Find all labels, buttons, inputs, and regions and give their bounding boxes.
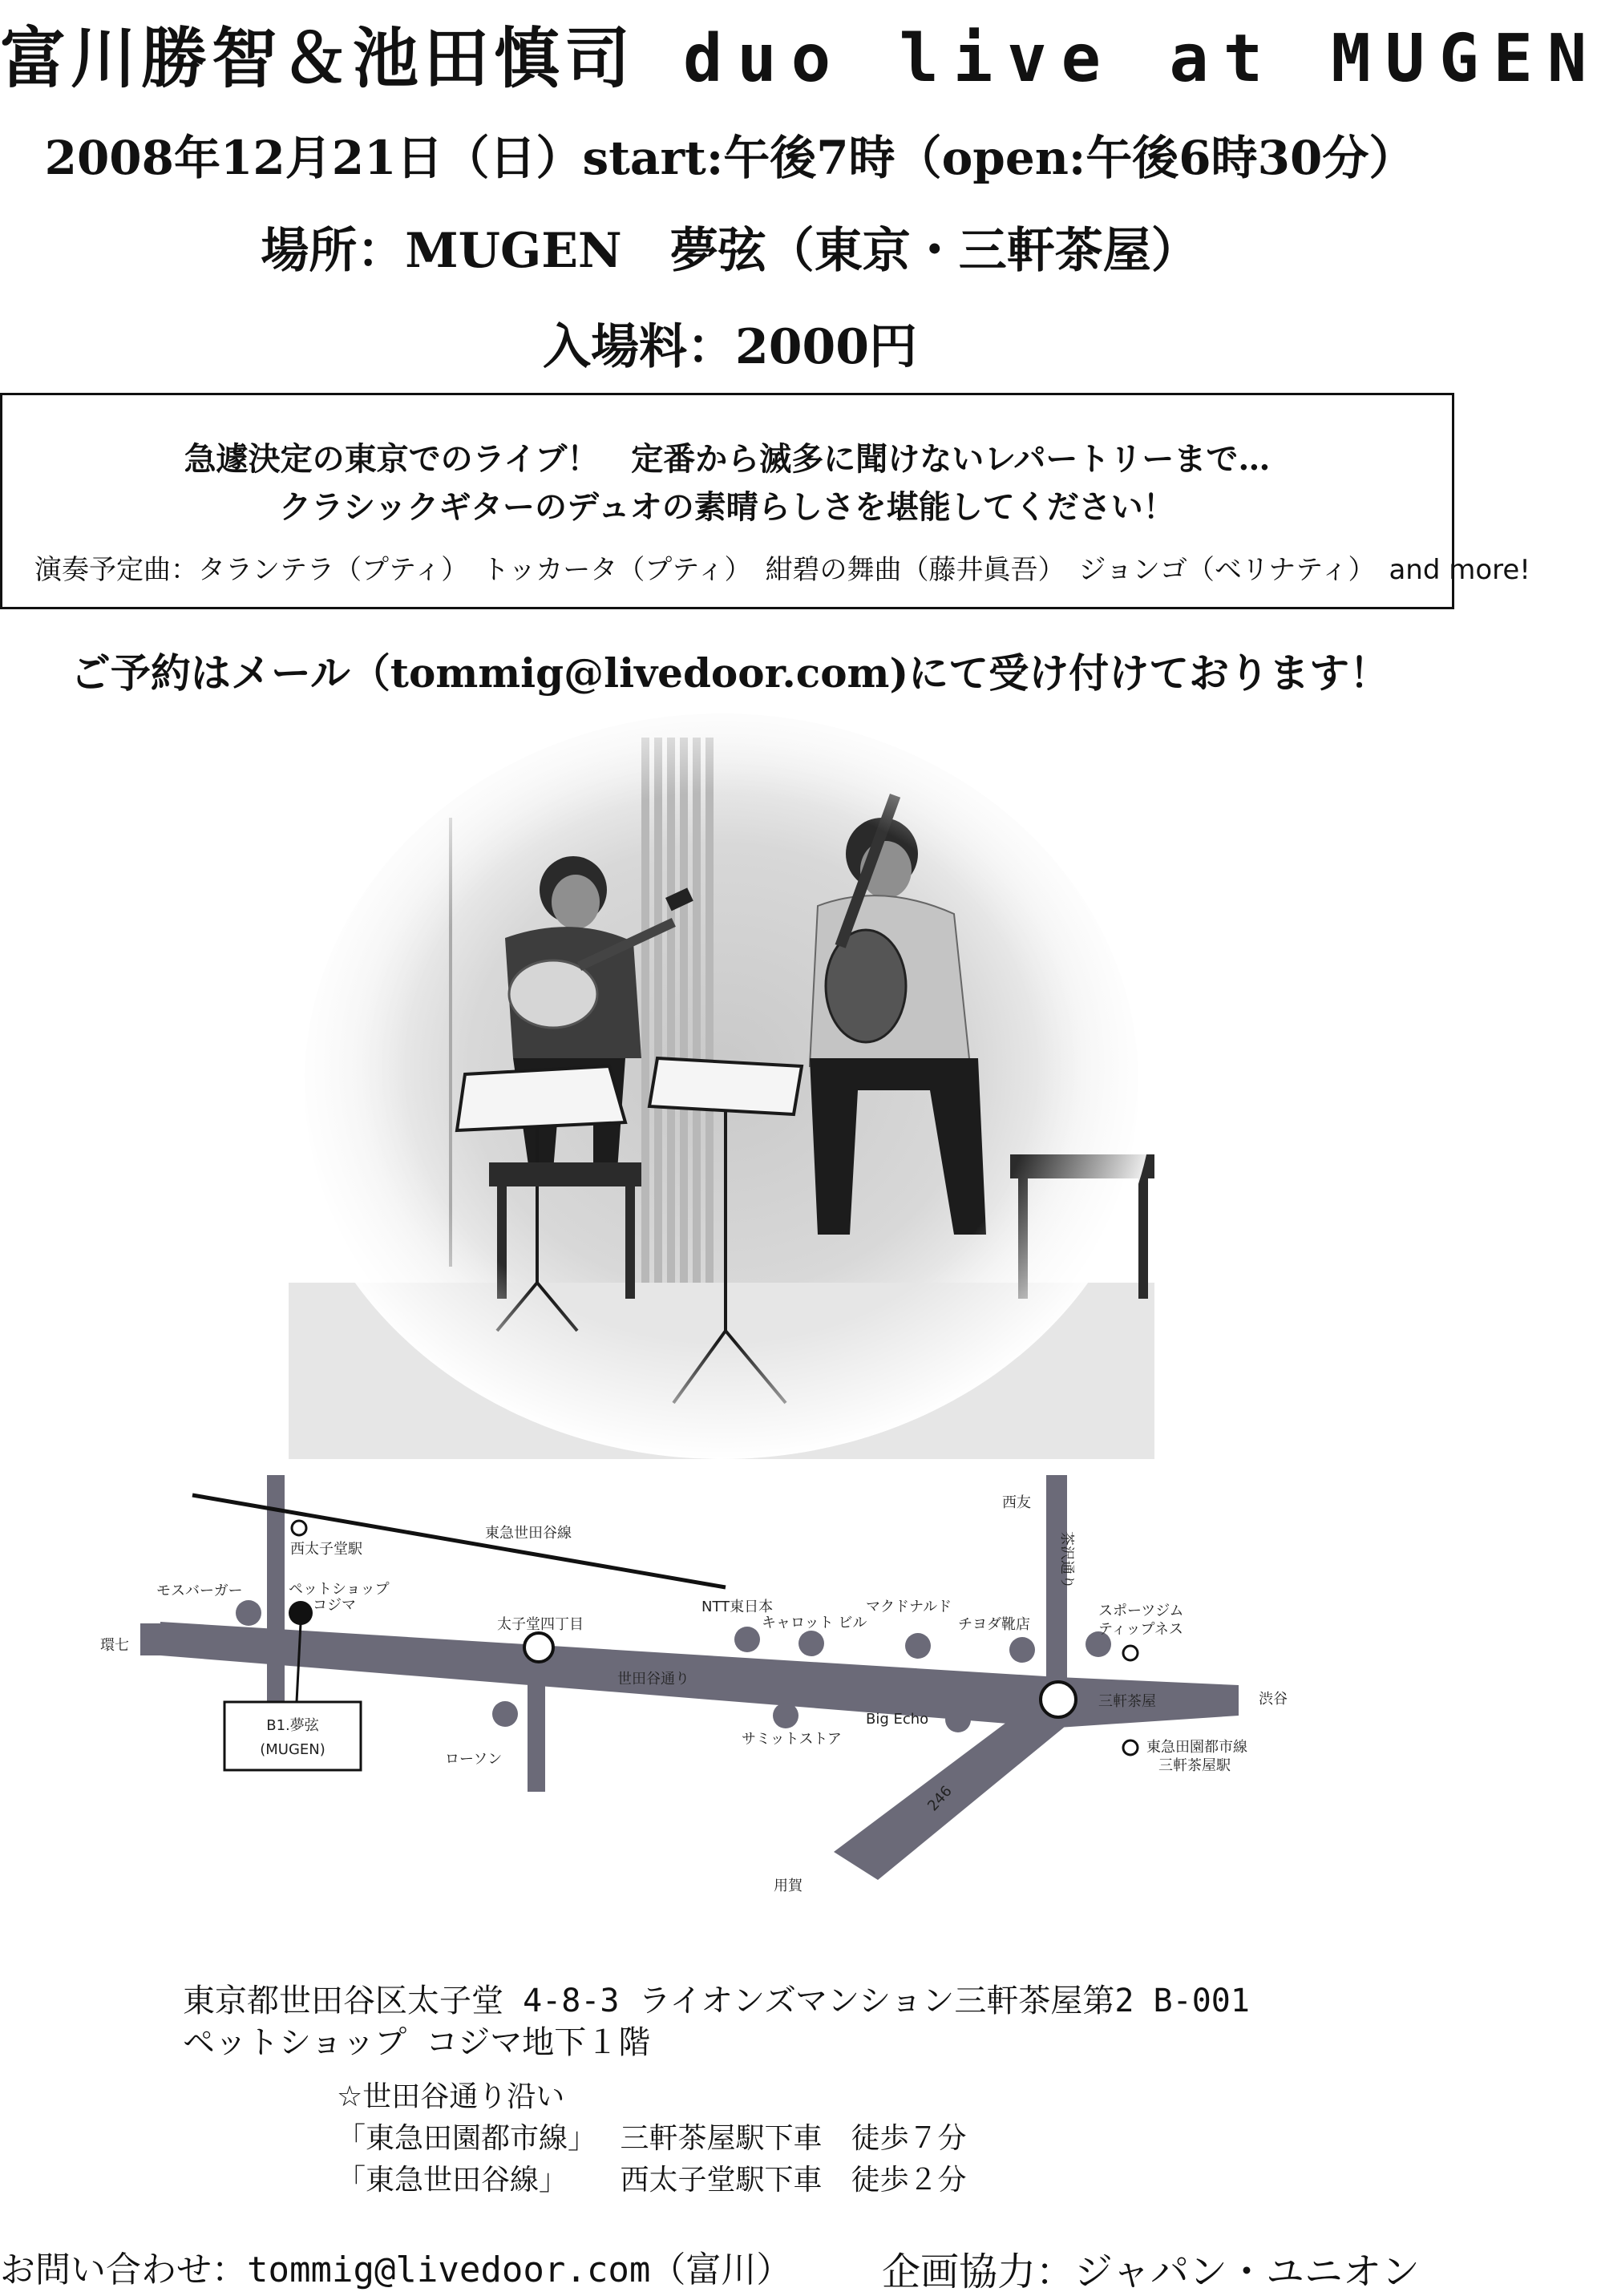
label-chiyoda: チヨダ靴店 (958, 1616, 1030, 1633)
access-map (0, 1475, 1460, 1924)
label-nishitaishido: 西太子堂駅 (290, 1541, 362, 1558)
label-sports2: ティップネス (1098, 1621, 1183, 1638)
label-summit: サミットストア (742, 1731, 842, 1748)
label-sports1: スポーツジム (1098, 1603, 1184, 1619)
label-sangenjaya: 三軒茶屋 (1098, 1693, 1156, 1710)
taishido-intersection (524, 1633, 553, 1662)
label-carrot: キャロット ビル (762, 1615, 867, 1631)
venue-callout (224, 1702, 361, 1770)
flyer-title (0, 6, 1601, 100)
label-petshop: ペットショップ (289, 1581, 390, 1598)
fee-line: 入場料：2000円 (543, 319, 917, 375)
label-shibuya: 渋谷 (1259, 1691, 1288, 1708)
info-line-1: 急遽決定の東京でのライブ！ 定番から滅多に聞けないレパートリーまで… (184, 440, 1271, 478)
label-mos: モスバーガー (156, 1583, 243, 1599)
label-246: 246 (924, 1782, 956, 1815)
label-bigecho: Big Echo (866, 1711, 929, 1728)
label-chazawa: 茶沢通り (1058, 1531, 1075, 1589)
label-denentoshi1: 東急田園都市線 (1146, 1739, 1247, 1756)
label-ntt: NTT東日本 (701, 1599, 774, 1615)
label-taishido4: 太子堂四丁目 (497, 1616, 584, 1633)
label-mcdonalds: マクドナルド (866, 1599, 952, 1615)
sangenjaya-intersection (1041, 1682, 1076, 1717)
label-denentoshi2: 三軒茶屋駅 (1158, 1757, 1231, 1774)
title-event: duo live at MUGEN (683, 21, 1601, 97)
reservation-notice: ご予約はメール（tommig@livedoor.com)にて受け付けております！ (70, 649, 1390, 697)
venue-line: 場所：MUGEN 夢弦（東京・三軒茶屋） (261, 223, 1199, 279)
address-line-2: ペットショップ コジマ地下１階 (183, 2024, 651, 2061)
info-box (0, 393, 1530, 609)
venue-label-1: B1.夢弦 (266, 1717, 319, 1734)
title-performers: 富川勝智＆池田慎司 (0, 20, 636, 97)
label-nishitomo: 西友 (1002, 1494, 1031, 1511)
info-line-2: クラシックギターのデュオの素晴らしさを堪能してください！ (279, 488, 1175, 526)
access-block (337, 2076, 966, 2201)
address-line-1: 東京都世田谷区太子堂 4-8-3 ライオンズマンション三軒茶屋第2 B-001 (183, 1983, 1250, 2019)
cooperation-credit: 企画協力：ジャパン・ユニオン (882, 2250, 1421, 2294)
petshop-marker (289, 1601, 313, 1625)
contact-info: お問い合わせ：tommig@livedoor.com（富川） (0, 2250, 792, 2290)
venue-label-2: (MUGEN) (260, 1741, 325, 1758)
label-yoga: 用賀 (774, 1878, 803, 1894)
date-line: 2008年12月21日（日）start:午後7時（open:午後6時30分） (44, 131, 1416, 185)
address-block (183, 1980, 1250, 2064)
label-lawson: ローソン (445, 1751, 503, 1768)
duo-photo (289, 722, 1154, 1459)
access-line-1: ☆世田谷通り沿い (337, 2080, 565, 2113)
label-kannana: 環七 (100, 1637, 129, 1654)
access-line-2: 「東急田園都市線」 三軒茶屋駅下車 徒歩７分 (337, 2122, 967, 2155)
access-line-3: 「東急世田谷線」 西太子堂駅下車 徒歩２分 (337, 2164, 967, 2197)
label-kojima: コジマ (313, 1597, 356, 1614)
label-setagaya-line: 東急世田谷線 (485, 1525, 572, 1542)
program-list: 演奏予定曲：タランテラ（プティ） トッカータ（プティ） 紺碧の舞曲（藤井眞吾） ジョンゴ（ベリナティ） and more! (34, 554, 1530, 586)
label-setagaya-dori: 世田谷通り (617, 1671, 689, 1688)
